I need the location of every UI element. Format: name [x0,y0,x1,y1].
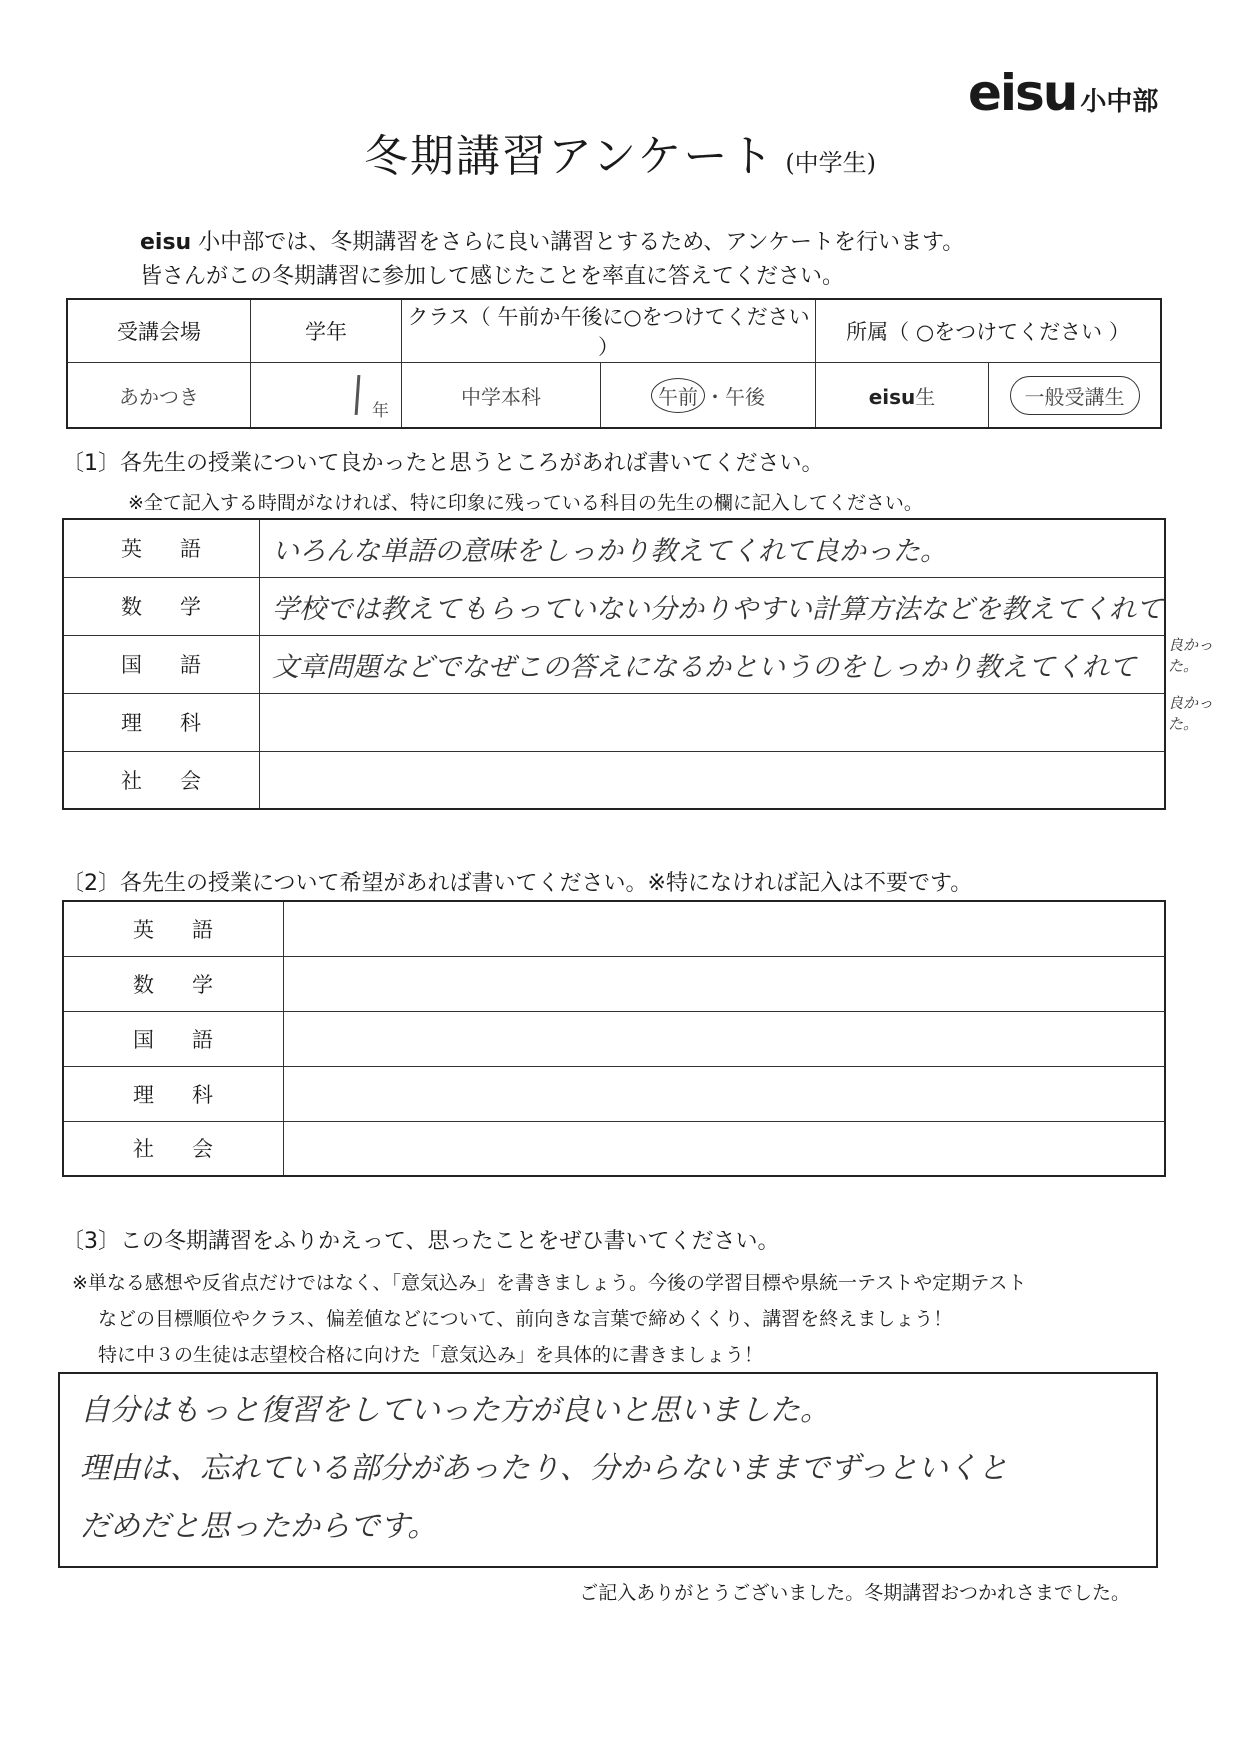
s2-answer-japanese[interactable] [284,1011,1166,1066]
s1-overflow-math: 良かった。 [1168,636,1214,675]
s1-subject-science: 理科 [63,693,260,751]
intro-line-2: 皆さんがこの冬期講習に参加して感じたことを率直に答えてください。 [140,264,845,289]
table-row [63,635,1165,693]
affiliation-eisu-brand: eisu [868,384,916,409]
s2-subject-science: 理科 [63,1066,284,1121]
reflection-line-3: だめだと思ったからです。 [80,1509,438,1544]
affiliation-eisu[interactable] [816,363,989,429]
s2-subject-japanese: 国語 [63,1011,284,1066]
table-row [63,1066,1165,1121]
reflection-answer-box[interactable] [58,1372,1158,1568]
class-time-options[interactable] [601,363,816,429]
header-affiliation: 所属（ ○をつけてください ） [816,299,1162,363]
info-table [66,298,1162,429]
section1-note: ※全て記入する時間がなければ、特に印象に残っている科目の先生の欄に記入してください。 [128,492,923,514]
s1-answer-math[interactable]: 学校では教えてもらっていない分かりやすい計算方法などを教えてくれて [260,577,1166,635]
section1-heading: 〔1〕各先生の授業について良かったと思うところがあれば書いてください。 [62,451,824,476]
s1-answer-japanese[interactable]: 文章問題などでなぜこの答えになるかというのをしっかり教えてくれて [260,635,1166,693]
table-row [63,751,1165,809]
page-title [0,120,1240,184]
table-row [63,1011,1165,1066]
closing-message: ご記入ありがとうございました。冬期講習おつかれさまでした。 [579,1582,1130,1604]
eisu-logo [968,64,1158,122]
class-name: 中学本科 [402,363,601,429]
s1-overflow-japanese: 良かった。 [1168,694,1214,733]
affiliation-general-circled[interactable]: 一般受講生 [1010,376,1140,415]
title-sub: (中学生) [785,149,877,177]
reflection-line-2: 理由は、忘れている部分があったり、分からないままでずっといくと [80,1451,1008,1486]
section3-note-1: ※単なる感想や反省点だけではなく、「意気込み」を書きましょう。今後の学習目標や県統一テストや定期テスト [72,1272,1027,1294]
table-row [63,956,1165,1011]
intro-line-1-text: 小中部では、冬期講習をさらに良い講習とするため、アンケートを行います。 [198,230,965,255]
s2-subject-social: 社会 [63,1121,284,1176]
header-grade: 学年 [251,299,402,363]
affiliation-general[interactable] [989,363,1162,429]
intro-brand: eisu [140,230,192,255]
s2-answer-social[interactable] [284,1121,1166,1176]
section2-heading: 〔2〕各先生の授業について希望があれば書いてください。※特になければ記入は不要です。 [62,871,973,896]
s1-answer-english[interactable]: いろんな単語の意味をしっかり教えてくれて良かった。 [260,519,1166,577]
title-main: 冬期講習アンケート [363,131,776,182]
table-row [63,577,1165,635]
header-venue: 受講会場 [67,299,251,363]
s2-answer-science[interactable] [284,1066,1166,1121]
grade-unit: 年 [372,401,389,421]
section3-note-2: などの目標順位やクラス、偏差値などについて、前向きな言葉で締めくくり、講習を終えましょう！ [98,1308,953,1330]
s1-subject-japanese: 国語 [63,635,260,693]
class-am-circled[interactable]: 午前 [651,378,705,413]
affiliation-eisu-student: 生 [915,384,936,409]
s1-subject-social: 社会 [63,751,260,809]
grade-value-stroke [355,375,361,415]
class-separator: ・ [705,384,725,409]
section2-table [62,900,1166,1177]
s2-subject-english: 英語 [63,901,284,956]
s1-subject-english: 英語 [63,519,260,577]
header-class: クラス（ 午前か午後に○をつけてください ） [402,299,816,363]
s2-answer-math[interactable] [284,956,1166,1011]
section3-note-3: 特に中３の生徒は志望校合格に向けた「意気込み」を具体的に書きましょう！ [98,1344,764,1366]
s1-answer-science[interactable] [260,693,1166,751]
s1-subject-math: 数学 [63,577,260,635]
section1-table [62,518,1166,810]
intro-line-1 [140,226,964,260]
s2-answer-english[interactable] [284,901,1166,956]
logo-brand: eisu [968,64,1077,122]
class-pm[interactable]: 午後 [725,384,765,409]
section3-heading: 〔3〕この冬期講習をふりかえって、思ったことをぜひ書いてください。 [62,1229,780,1254]
logo-dept: 小中部 [1080,87,1159,117]
intro-text [140,226,964,294]
table-row [63,901,1165,956]
s2-subject-math: 数学 [63,956,284,1011]
table-row [63,693,1165,751]
venue-value[interactable]: あかつき [67,363,251,429]
reflection-line-1: 自分はもっと復習をしていった方が良いと思いました。 [80,1393,830,1428]
table-row [63,1121,1165,1176]
table-row [63,519,1165,577]
grade-field[interactable] [251,363,402,429]
s1-answer-social[interactable] [260,751,1166,809]
